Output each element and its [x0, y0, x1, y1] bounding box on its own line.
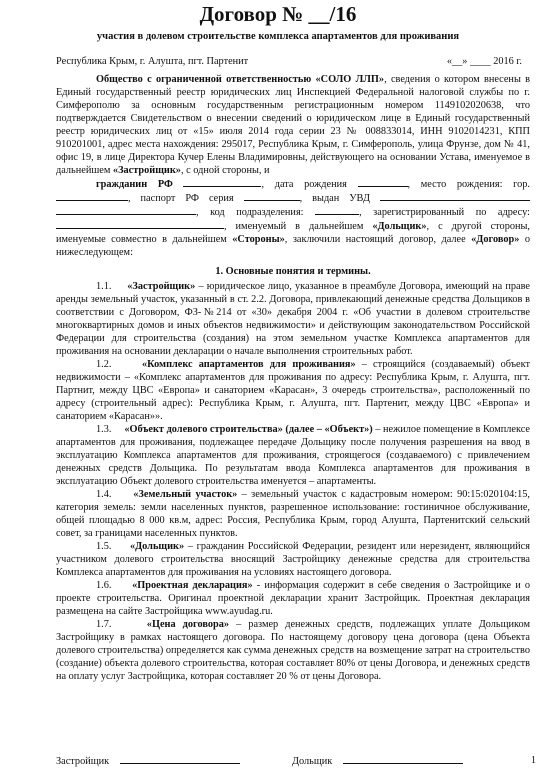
- clause: 1.5. «Дольщик» – гражданин Российской Федерации, резидент или нерезидент, являющийся участником долевого строительства вносящий Застройщику денежные средства для строительства Комплекса апартаментов для проживания на условиях настоящего договора.: [56, 541, 530, 578]
- preamble-party2: гражданин РФ , дата рождения , место рождения: гор. , паспорт РФ серия , выдан УВД , код подразделения: , зарегистрированный по адресу: , именуемый в дальнейшем «Дольщик», с другой стороны, именуемые совместно в дальнейшем «Стороны», заключили настоящий договор, далее «Договор» о нижеследующем:: [56, 179, 530, 258]
- clause: 1.2. «Комплекс апартаментов для проживания» – строящийся (создаваемый) объект недвижимости – «Комплекс апартаментов для проживания по адресу: Республика Крым, г. Алушта, пгт. Партнит, между ЦВС «Европа» и санаторием «Карасан», 3 очередь строительства», расположенный по адресу (строительный адрес): Республика Крым, г. Алушта, пгт. Партенит, между ЦВС «Европа» и санаторием «Карасан»».: [56, 359, 530, 422]
- clause: 1.7. «Цена договора» – размер денежных средств, подлежащих уплате Дольщиком Застройщику в рамках настоящего договора. По настоящему договору цена договора (цена Объекта долевого строительства) определяется как сумма денежных средств на возмещение затрат на строительство (создание) объекта долевого строительства, которая составляет 80% от цены Договора, и денежных средств на оплату услуг Застройщика, которая составляет 20 % от цены Договора.: [56, 619, 530, 682]
- clause: 1.6. «Проектная декларация» - информация содержит в себе сведения о Застройщике и о проекте строительства. Оригинал проектной декларации хранит Застройщик. Проектная декларация размещена на сайте Застройщика www.ayudag.ru.: [56, 580, 530, 617]
- party1-role: «Застройщик»: [112, 165, 181, 176]
- section-heading: 1. Основные понятия и термины.: [215, 266, 371, 277]
- party2-label: гражданин РФ: [96, 179, 173, 190]
- issued-blank-2[interactable]: [56, 205, 196, 215]
- contract-subtitle: участия в долевом строительстве комплекса апартаментов для проживания: [96, 31, 460, 42]
- clause: 1.4. «Земельный участок» – земельный участок с кадастровым номером: 90:15:020104:15, категория земель: земли населенных пунктов, разрешенное использование: гостиничное обслуживание, общей площадью 8 000 кв.м, адрес: Россия, Республика Крым, город Алушта, Партенитский сельский совет, за границами населенных пунктов.: [56, 489, 531, 539]
- clause: 1.1. «Застройщик» – юридическое лицо, указанное в преамбуле Договора, имеющий на праве аренды земельный участок, указанный в ст. 2.2. Договора, привлекающий денежные средства Дольщиков в соответствии с Договором, ФЗ-№214 от «30» декабря 2004 г. «Об участии в долевом строительстве многоквартирных домов и иных объектов недвижимости» и действующим законодательством Российской Федерации для строительства (создания) на этом земельном участке Комплекса апартаментов для проживания на основании декларации о начале выполнения строительных работ.: [56, 281, 530, 357]
- code-blank[interactable]: [315, 205, 359, 215]
- shareholder-signature-line[interactable]: [343, 754, 463, 764]
- developer-signature-line[interactable]: [120, 754, 240, 764]
- city-blank[interactable]: [56, 191, 128, 201]
- name-blank[interactable]: [183, 177, 261, 187]
- address-blank[interactable]: [56, 219, 224, 229]
- birthdate-blank[interactable]: [358, 177, 408, 187]
- contract-body: [56, 73, 530, 683]
- party2-role: «Дольщик»: [372, 221, 427, 232]
- clause: 1.3. «Объект долевого строительства» (далее – «Объект») – нежилое помещение в Комплексе апартаментов для проживания, подлежащее передаче Дольщику после получения разрешения на ввод в эксплуатацию Комплекса апартаментов для проживания, строящегося (создаваемого) с привлечением денежных средств Дольщика. По результатам ввода Комплекса апартаментов для проживания в эксплуатацию Объект долевого строительства именуется – апартаменты.: [56, 424, 531, 487]
- preamble-party1: Общество с ограниченной ответственностью «СОЛО ЛЛП», сведения о котором внесены в Единый государственный реестр юридических лиц Инспекцией Федеральной налоговой службы по г. Симферополю за основным государственным регистрационным номером 1149102020638, что подтверждается Свидетельством о внесении сведений о юридическом лице в Единый государственный реестр юридических лиц от «15» июля 2014 года серии 23 № 008833014, ИНН 9102014231, КПП 910201001, адрес места нахождения: 295017, Республика Крым, г. Симферополь, улица Фрунзе, дом № 41, офис 19, в лице Директора Кучер Елены Владимировны, действующего на основании Устава, именуемое в дальнейшем «Застройщик», с одной стороны, и: [56, 74, 531, 176]
- passport-blank[interactable]: [244, 191, 300, 201]
- contract-place: Республика Крым, г. Алушта, пгт. Партенит: [56, 56, 249, 67]
- developer-signature: Застройщик: [56, 754, 240, 768]
- party1-name: Общество с ограниченной ответственностью «СОЛО ЛЛП»: [96, 74, 385, 85]
- issued-blank[interactable]: [380, 191, 530, 201]
- shareholder-signature: Дольщик: [292, 754, 463, 768]
- contract-title: Договор № __/16: [199, 2, 357, 26]
- contract-date: «__» ____ 2016 г.: [446, 56, 522, 67]
- page-number: 1: [530, 755, 536, 766]
